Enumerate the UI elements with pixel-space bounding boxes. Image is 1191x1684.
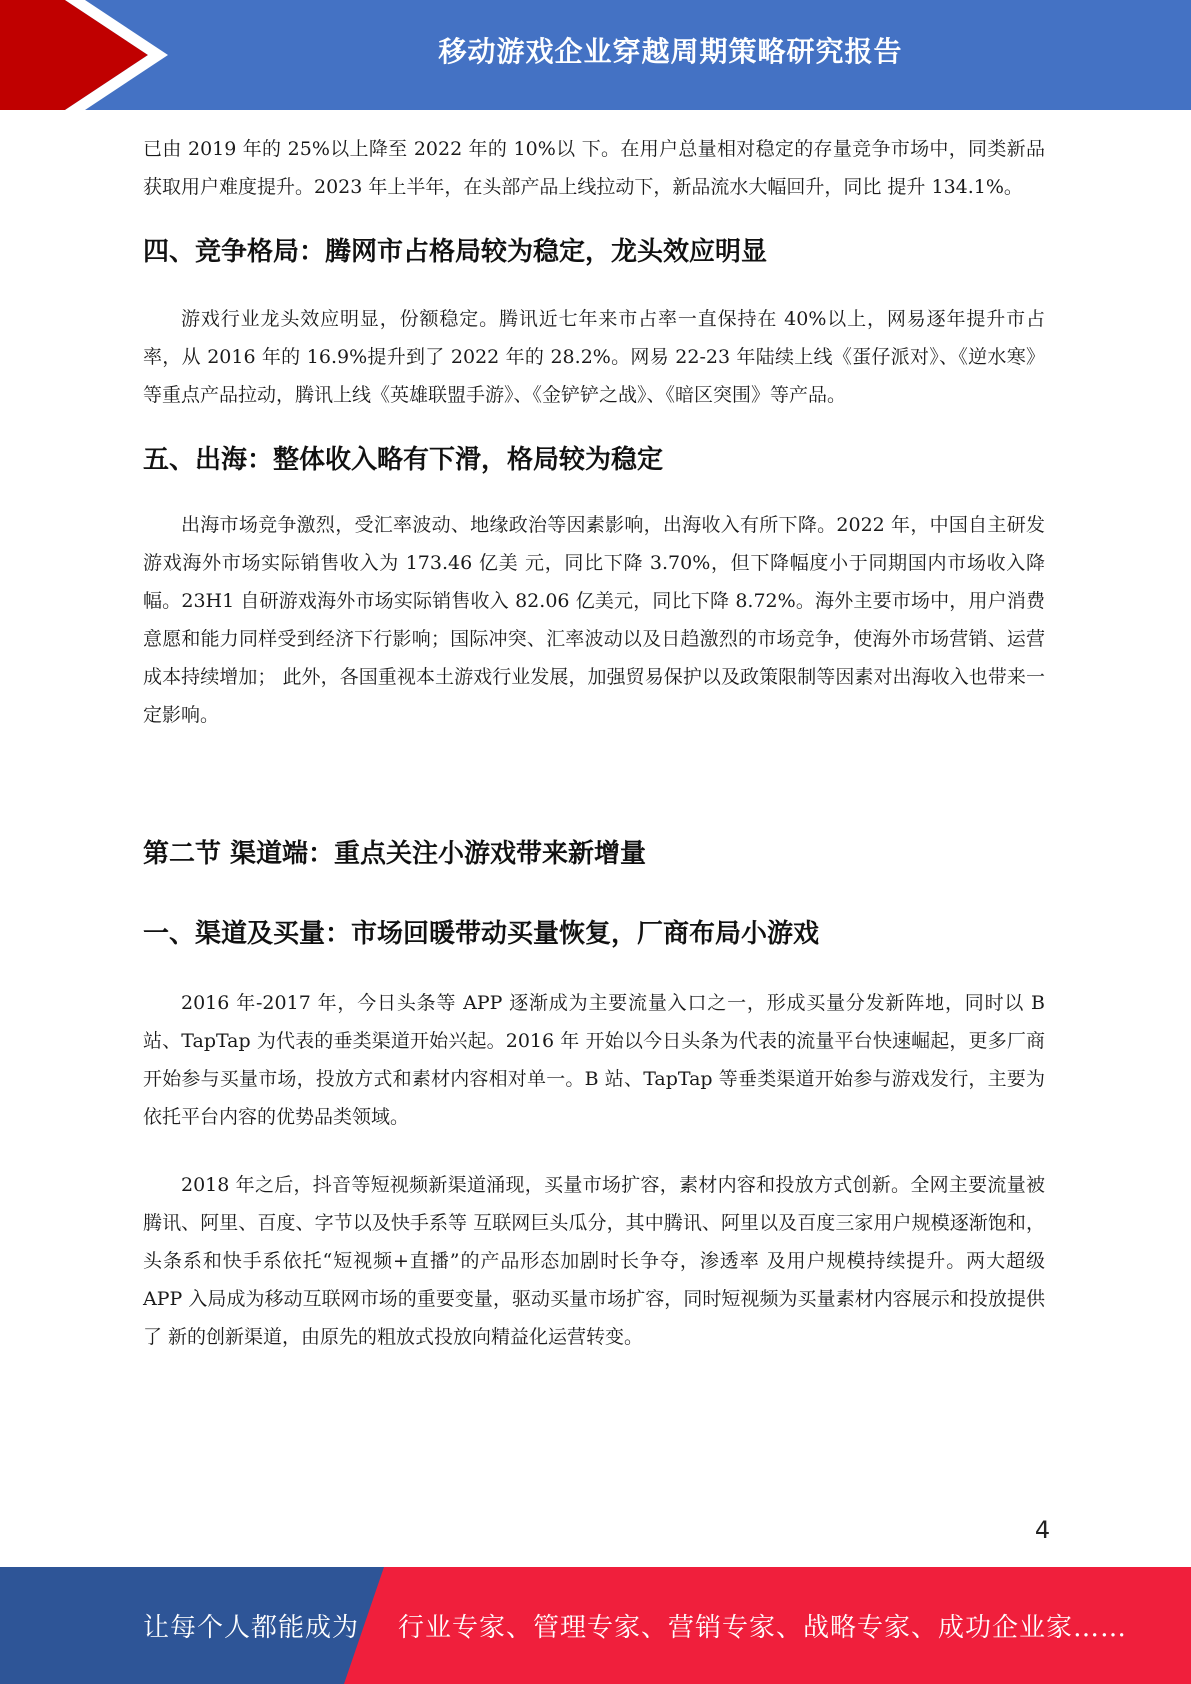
footer-slogan-right: 行业专家、管理专家、营销专家、战略专家、成功企业家…… [398,1613,1128,1643]
channel-paragraph-1: 2016 年-2017 年，今日头条等 APP 逐渐成为主要流量入口之一，形成买量分发新阵地，同时以 B 站、TapTap 为代表的垂类渠道开始兴起。2016 年 开始以今日头条为代表的流量平台快速崛起，更多厂商开始参与买量市场，投放方式和素材内容相对单一。B 站、TapTap 等垂类渠道开始参与游戏发行，主要为依托平台内容的优势品类领域。 [143,992,1045,1128]
report-title: 移动游戏企业穿越周期策略研究报告 [438,35,903,68]
heading-competition: 四、竞争格局：腾网市占格局较为稳定，龙头效应明显 [143,237,768,267]
intro-paragraph: 已由 2019 年的 25%以上降至 2022 年的 10%以 下。在用户总量相对稳定的存量竞争市场中，同类新品获取用户难度提升。2023 年上半年，在头部产品上线拉动下，新品流水大幅回升，同比 提升 134.1%。 [143,138,1045,198]
footer-banner [0,1567,1191,1684]
heading-channel: 一、渠道及买量：市场回暖带动买量恢复，厂商布局小游戏 [143,919,820,949]
footer-slogan-left: 让每个人都能成为 [143,1613,360,1643]
overseas-paragraph: 出海市场竞争激烈，受汇率波动、地缘政治等因素影响，出海收入有所下降。2022 年，中国自主研发游戏海外市场实际销售收入为 173.46 亿美 元，同比下降 3.70%，但下降幅度小于同期国内市场收入降幅。23H1 自研游戏海外市场实际销售收入 82.06 亿美元，同比下降 8.72%。海外主要市场中，用户消费意愿和能力同样受到经济下行影响；国际冲突、汇率波动以及日趋激烈的市场竞争，使海外市场营销、运营成本持续增加； 此外，各国重视本土游戏行业发展，加强贸易保护以及政策限制等因素对出海收入也带来一定影响。 [143,514,1045,726]
header-banner [0,0,1191,110]
page-content [143,130,1045,1356]
heading-overseas: 五、出海：整体收入略有下滑，格局较为稳定 [143,445,664,475]
heading-section-two: 第二节 渠道端：重点关注小游戏带来新增量 [143,839,647,869]
channel-paragraph-2: 2018 年之后，抖音等短视频新渠道涌现，买量市场扩容，素材内容和投放方式创新。全网主要流量被腾讯、阿里、百度、字节以及快手系等 互联网巨头瓜分，其中腾讯、阿里以及百度三家用户规模逐渐饱和，头条系和快手系依托“短视频+直播”的产品形态加剧时长争夺，渗透率 及用户规模持续提升。两大超级 APP 入局成为移动互联网市场的重要变量，驱动买量市场扩容，同时短视频为买量素材内容展示和投放提供了 新的创新渠道，由原先的粗放式投放向精益化运营转变。 [143,1174,1045,1348]
page-number: 4 [1034,1516,1051,1544]
competition-paragraph: 游戏行业龙头效应明显，份额稳定。腾讯近七年来市占率一直保持在 40%以上，网易逐年提升市占率，从 2016 年的 16.9%提升到了 2022 年的 28.2%。网易 22-23 年陆续上线《蛋仔派对》、《逆水寒》等重点产品拉动，腾讯上线《英雄联盟手游》、《金铲铲之战》、《暗区突围》等产品。 [143,308,1045,406]
